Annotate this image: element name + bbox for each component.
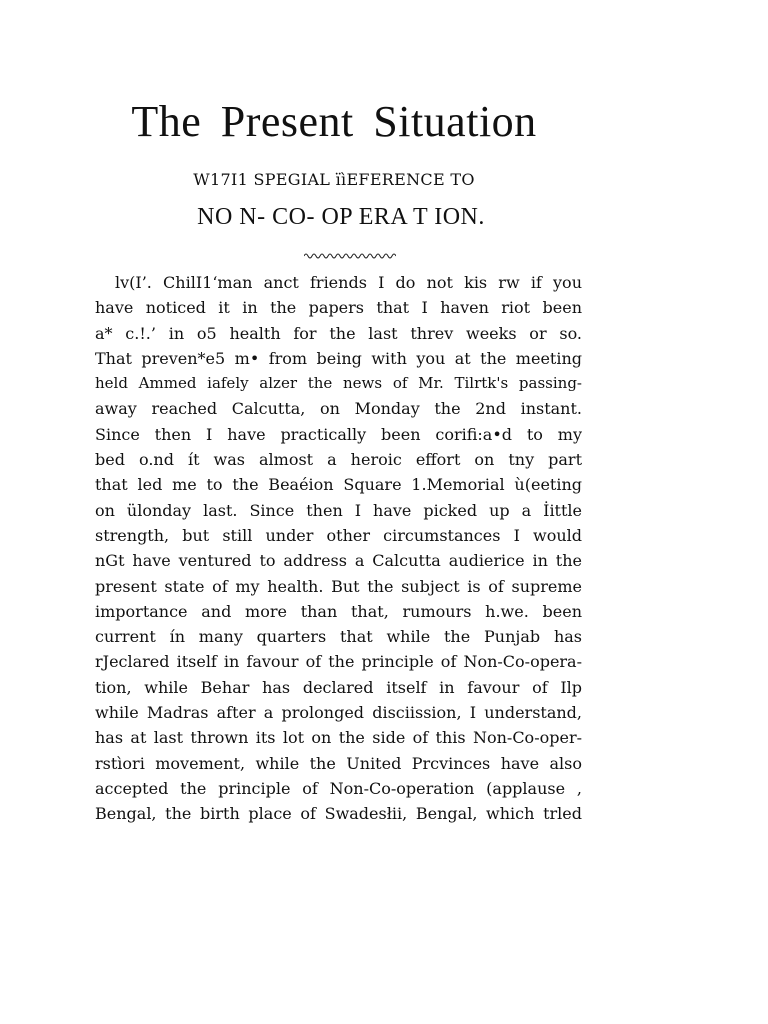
body-line: strength, but still under other circumstances I would (95, 525, 582, 545)
page-title: The Present Situation (131, 97, 537, 146)
body-line: That preven*e5 m• from being with you at the meeting (95, 348, 582, 368)
body-line: have noticed it in the papers that I haven riot been (95, 298, 582, 318)
body-line: held Ammed iafely alzer the news of Mr. Tilrtk's passing- (95, 374, 582, 393)
body-line: nGt have ventured to address a Calcutta audierice in the (95, 551, 582, 571)
body-line: rJeclared itself in favour of the principle of Non-Co-opera- (95, 652, 582, 672)
decorative-squiggle-divider (304, 250, 396, 262)
body-line: on ülonday last. Since then I have picked up a İittle (95, 500, 582, 520)
body-line: Since then I have practically been corifi:a•d to my (95, 424, 582, 444)
body-paragraph (95, 270, 582, 827)
body-line: has at last thrown its lot on the side of this Non-Co-oper- (95, 728, 582, 748)
body-line: current ín many quarters that while the Punjab has (95, 627, 582, 647)
body-line: lv(I’. ChilI1‘man anct friends I do not kis rw if you (115, 273, 582, 292)
page-subtitle: W17I1 SPEGIAL ïìEFERENCE TO (193, 170, 475, 189)
body-line: while Madras after a prolonged disciission, I understand, (95, 703, 582, 723)
body-line: present state of my health. But the subject is of supreme (95, 576, 582, 596)
body-line: accepted the principle of Non-Co-operation (applause , (95, 778, 582, 798)
body-line: importance and more than that, rumours h.we. been (95, 601, 582, 621)
body-line: away reached Calcutta, on Monday the 2nd instant. (95, 399, 582, 419)
body-line: rstìori movement, while the United Prcvinces have also (95, 753, 582, 773)
section-heading: NO N- CO- OP ERA T ION. (197, 204, 485, 230)
body-line: Bengal, the birth place of Swadesłii, Bengal, which trled (95, 804, 582, 824)
body-line: tion, while Behar has declared itself in favour of Ilp (95, 677, 582, 697)
body-line: that led me to the Beaéion Square 1.Memorial ù(eeting (95, 475, 582, 495)
body-line: a* c.!.’ in o5 health for the last threv weeks or so. (95, 323, 582, 343)
body-line: bed o.nd ít was almost a heroic effort on tny part (95, 450, 582, 470)
